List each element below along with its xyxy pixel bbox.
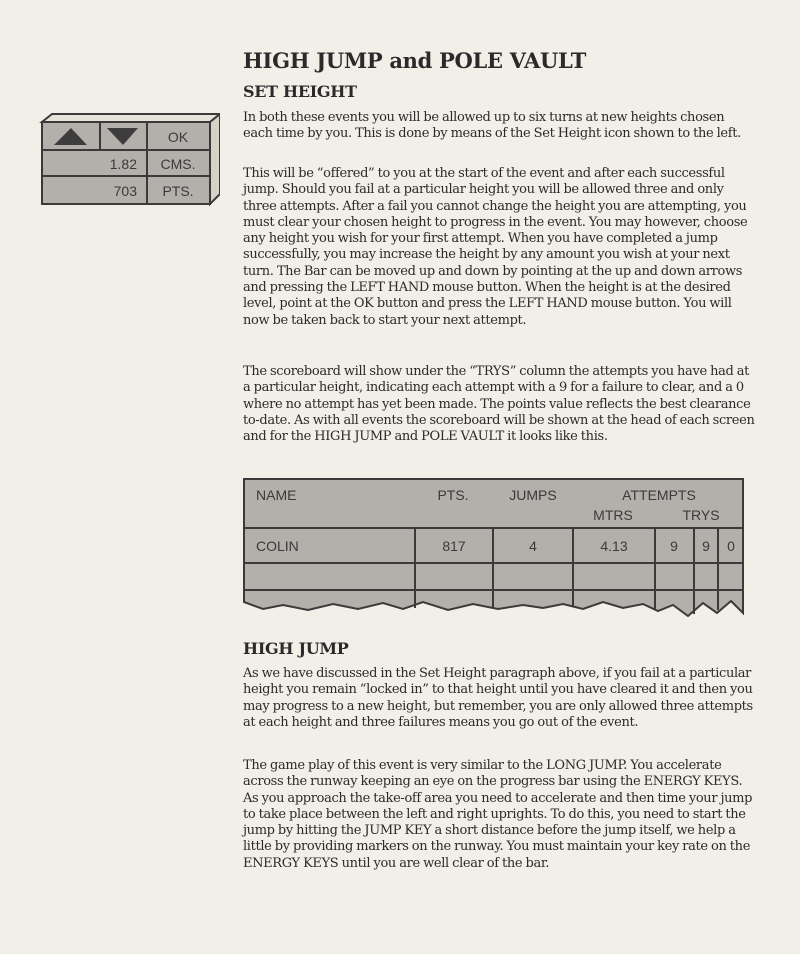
set-height-widget-graphic [30, 112, 220, 212]
header-pts: PTS. [437, 487, 469, 503]
ok-label: OK [167, 129, 189, 145]
set-height-heading: SET HEIGHT [243, 82, 357, 101]
set-height-widget [30, 112, 220, 212]
points-value: 703 [113, 183, 137, 199]
up-arrow-button[interactable] [43, 123, 99, 149]
ok-button[interactable] [148, 123, 209, 149]
height-unit: CMS. [160, 156, 196, 172]
header-attempts: ATTEMPTS [622, 487, 696, 503]
down-arrow-button[interactable] [101, 123, 146, 149]
row-try-1: 9 [670, 538, 678, 554]
row-mtrs: 4.13 [600, 538, 628, 554]
row-try-3: 0 [727, 538, 735, 554]
row-pts: 817 [442, 538, 466, 554]
set-height-paragraph-3: The scoreboard will show under the “TRYS” column the attempts you have had at a particular height, indicating each attempt with a 9 for a failure to clear, and a 0 where no attempt has yet been made. The points value reflects the best clearance to-date. As with all events the scoreboard will be shown at the head of each screen and for the HIGH JUMP and POLE VAULT it looks like this. [243, 364, 755, 445]
header-name: NAME [256, 487, 297, 503]
row-try-2: 9 [702, 538, 710, 554]
page-title: HIGH JUMP and POLE VAULT [243, 48, 587, 73]
points-unit: PTS. [162, 183, 194, 199]
header-mtrs: MTRS [593, 507, 633, 523]
height-value: 1.82 [109, 156, 137, 172]
row-jumps: 4 [529, 538, 537, 554]
header-jumps: JUMPS [509, 487, 557, 503]
row-name: COLIN [256, 538, 299, 554]
scoreboard-graphic [243, 478, 745, 618]
header-trys: TRYS [682, 507, 720, 523]
high-jump-paragraph-1: As we have discussed in the Set Height paragraph above, if you fail at a particular height you remain “locked in” to that height until you have cleared it and then you may progress to a new height, but remember, you are only allowed three attempts at each height and three failures means you go out of the event. [243, 666, 753, 730]
high-jump-heading: HIGH JUMP [243, 639, 349, 658]
scoreboard [243, 478, 745, 618]
set-height-paragraph-2: This will be “offered” to you at the start of the event and after each successful jump. Should you fail at a particular height you will be allowed three and only three attempts. After a fail you cannot change the height you are attempting, you must clear your chosen height to progress in the event. You may however, choose any height you wish for your first attempt. When you have completed a jump successfully, you may increase the height by any amount you wish at your next turn. The Bar can be moved up and down by pointing at the up and down arrows and pressing the LEFT HAND mouse button. When the height is at the desired level, point at the OK button and press the LEFT HAND mouse button. You will now be taken back to start your next attempt. [243, 166, 748, 328]
high-jump-paragraph-2: The game play of this event is very similar to the LONG JUMP. You accelerate across the runway keeping an eye on the progress bar using the ENERGY KEYS. As you approach the take-off area you need to accelerate and then time your jump to take place between the left and right uprights. To do this, you need to start the jump by hitting the JUMP KEY a short distance before the jump itself, we help a little by providing markers on the runway. You must maintain your key rate on the ENERGY KEYS until you are well clear of the bar. [243, 758, 753, 871]
set-height-paragraph-1: In both these events you will be allowed up to six turns at new heights chosen each time by you. This is done by means of the Set Height icon shown to the left. [243, 110, 741, 142]
